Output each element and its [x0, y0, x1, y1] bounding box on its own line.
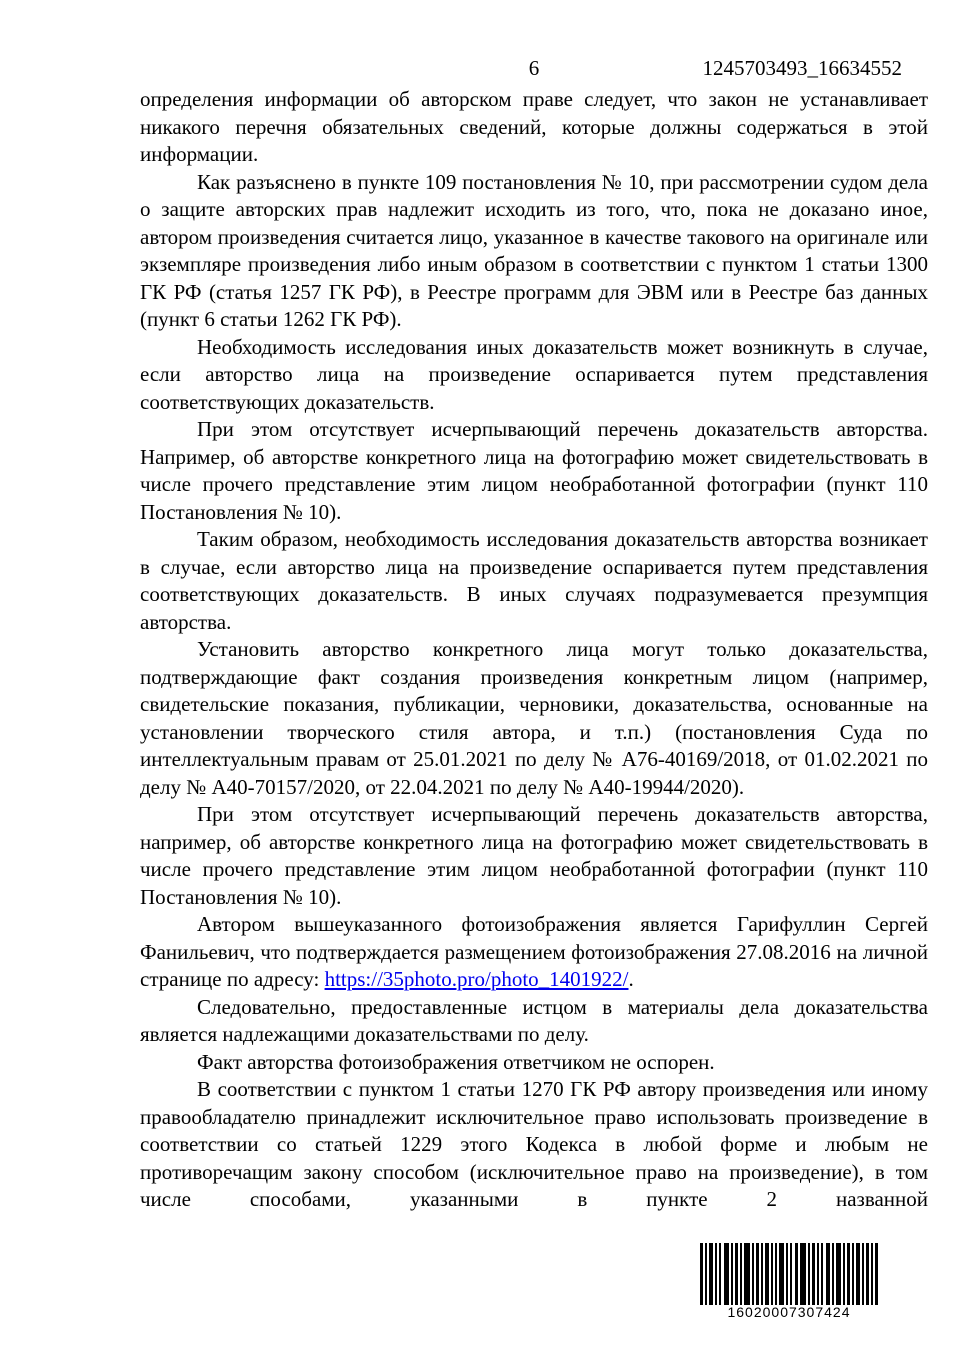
- paragraph: В соответствии с пунктом 1 статьи 1270 ГК РФ автору произведения или иному правообладателю принадлежит исключительное право использовать произведение в соответствии со статьей 1229 этого Кодекса в любой форме и любым не противоречащим закону способом (исключительное право на произведение), в том числе способами, указанными в пункте 2 названной: [140, 1077, 928, 1211]
- paragraph-with-link: [140, 911, 928, 994]
- paragraph: Необходимость исследования иных доказательств может возникнуть в случае, если авторство лица на произведение оспаривается путем представления соответствующих доказательств.: [140, 334, 928, 414]
- barcode: [700, 1243, 878, 1320]
- paragraph: Таким образом, необходимость исследования доказательств авторства возникает в случае, если авторство лица на произведение оспаривается путем представления соответствующих доказательств. В иных случаях подразумевается презумпция авторства.: [140, 527, 928, 634]
- paragraph-text-after-link: .: [628, 967, 634, 991]
- paragraph: Как разъяснено в пункте 109 постановления № 10, при рассмотрении судом дела о защите авторских прав надлежит исходить из того, что, пока не доказано иное, автором произведения считается лицо, указанное в качестве такового на оригинале или экземпляре произведения либо иным образом в соответствии с пунктом 1 статьи 1300 ГК РФ (статья 1257 ГК РФ), в Реестре программ для ЭВМ или в Реестре баз данных (пункт 6 статьи 1262 ГК РФ).: [140, 169, 928, 331]
- document-body: [140, 86, 928, 1214]
- barcode-value: 16020007307424: [727, 1304, 851, 1320]
- barcode-image: [700, 1243, 878, 1305]
- paragraph: Факт авторства фотоизображения ответчиком не оспорен.: [197, 1049, 715, 1074]
- paragraph: При этом отсутствует исчерпывающий перечень доказательств авторства, например, об авторстве конкретного лица на фотографию может свидетельствовать в числе прочего представление этим лицом необработанной фотографии (пункт 110 Постановления № 10).: [140, 802, 928, 909]
- paragraph: Следовательно, предоставленные истцом в материалы дела доказательства является надлежащими доказательствами по делу.: [140, 994, 928, 1046]
- document-id: 1245703493_16634552: [702, 56, 902, 80]
- paragraph: При этом отсутствует исчерпывающий перечень доказательств авторства. Например, об авторстве конкретного лица на фотографию может свидетельствовать в числе прочего представление этим лицом необработанной фотографии (пункт 110 Постановления № 10).: [140, 417, 928, 524]
- page-number: 6: [528, 56, 540, 80]
- photo-url-link[interactable]: https://35photo.pro/photo_1401922/: [324, 967, 629, 991]
- paragraph-text-before-link: Автором вышеуказанного фотоизображения является Гарифуллин Сергей Фанильевич, что подтверждается размещением фотоизображения 27.08.2016 на личной странице по адресу:: [140, 912, 928, 991]
- page-header: [140, 56, 928, 84]
- paragraph: определения информации об авторском праве следует, что закон не устанавливает никакого перечня обязательных сведений, которые должны содержаться в этой информации.: [140, 87, 928, 166]
- paragraph: Установить авторство конкретного лица могут только доказательства, подтверждающие факт создания произведения конкретным лицом (например, свидетельские показания, публикации, черновики, доказательства, основанные на установлении творческого стиля автора, и т.п.) (постановления Суда по интеллектуальным правам от 25.01.2021 по делу № А76-40169/2018, от 01.02.2021 по делу № А40-70157/2020, от 22.04.2021 по делу № А40-19944/2020).: [140, 637, 928, 799]
